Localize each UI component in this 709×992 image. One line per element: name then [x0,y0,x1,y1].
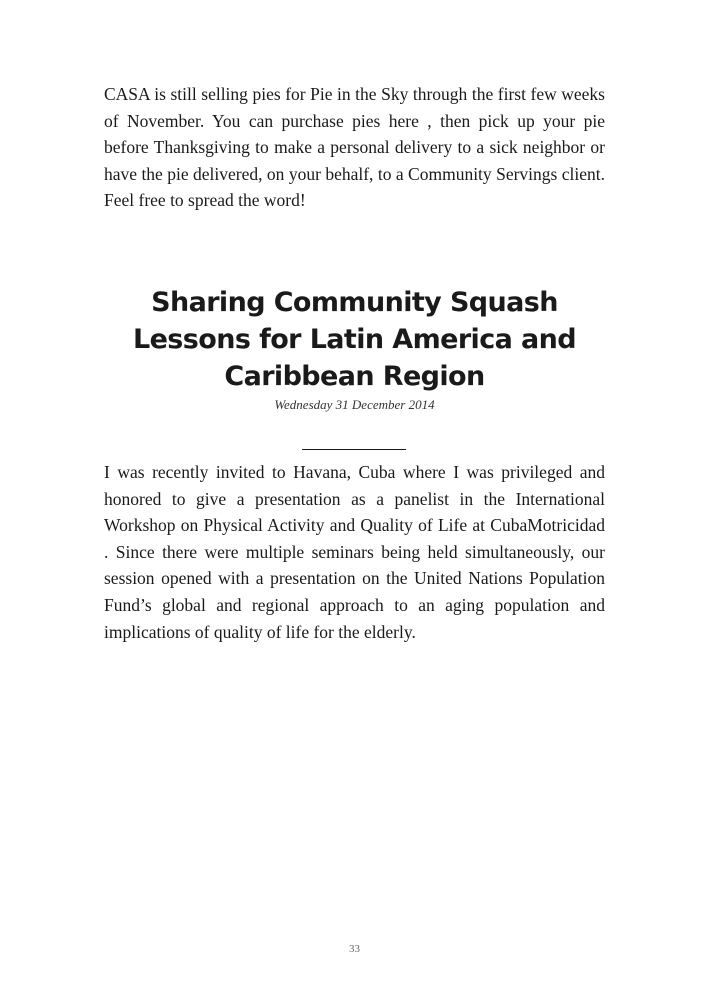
article-date: Wednesday 31 December 2014 [274,397,435,412]
article-title: Sharing Community Squash Lessons for Latin America and Caribbean Region [132,287,577,392]
article-body-paragraph: I was recently invited to Havana, Cuba where I was privileged and honored to give a presentation as a panelist in the International Workshop on Physical Activity and Quality of Life at CubaMotricidad . Since there were multiple seminars being held simultaneously, our session opened with a presentation on the United Nations Population Fund’s global and regional approach to an aging population and implications of quality of life for the elderly. [104,462,605,642]
page-number: 33 [349,943,360,955]
title-separator [302,449,406,450]
intro-paragraph: CASA is still selling pies for Pie in the Sky through the first few weeks of November. You can purchase pies here , then pick up your pie before Thanksgiving to make a personal delivery to a sick neighbor or have the pie delivered, on your behalf, to a Community Servings client. Feel free to spread the word! [104,84,605,211]
